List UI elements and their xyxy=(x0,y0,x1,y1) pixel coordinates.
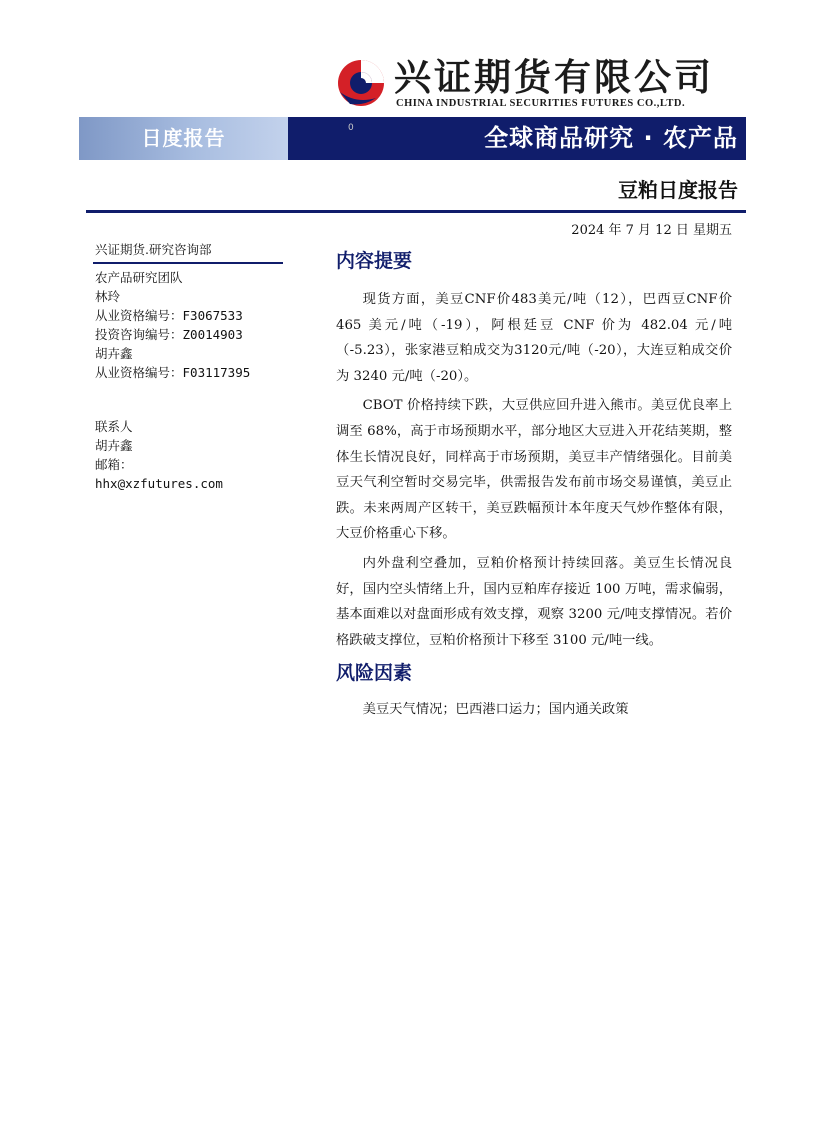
banner-research-area-label: 全球商品研究 · 农产品 xyxy=(484,124,738,152)
author-sidebar xyxy=(95,240,285,493)
company-name-cn: 兴证期货有限公司 xyxy=(394,56,714,99)
consulting-number: Z0014903 xyxy=(182,327,243,342)
sidebar-divider xyxy=(93,262,283,264)
analyst-qualification xyxy=(95,306,285,325)
analyst-name: 林玲 xyxy=(95,289,121,304)
qualification-label: 从业资格编号： xyxy=(95,365,183,380)
summary-paragraph: CBOT 价格持续下跌，大豆供应回升进入熊市。美豆优良率上调至 68%，高于市场预期水平，部分地区大豆进入开花结荚期，整体生长情况良好，同样高于市场预期，美豆丰产情绪强化。目前美豆天气利空暂时交易完毕，供需报告发布前市场交易谨慎，美豆止跌。未来两周产区转干，美豆跌幅预计本年度天气炒作整体有限，大豆价格重心下移。 xyxy=(336,398,732,542)
contact-label: 联系人 xyxy=(95,419,133,434)
sidebar-team: 农产品研究团队 xyxy=(95,270,183,285)
company-logo xyxy=(336,58,736,114)
analyst-qualification xyxy=(95,363,285,382)
company-name-en: CHINA INDUSTRIAL SECURITIES FUTURES CO.,LTD. xyxy=(396,98,686,109)
email-link[interactable]: hhx@xzfutures.com xyxy=(95,476,223,491)
banner-research-area xyxy=(288,117,746,160)
consulting-label: 投资咨询编号： xyxy=(95,327,183,342)
risk-factors: 美豆天气情况；巴西港口运力；国内通关政策 xyxy=(362,702,629,718)
analyst-name: 胡卉鑫 xyxy=(95,346,133,361)
analyst-consulting-number xyxy=(95,325,285,344)
report-date: 2024 年 7 月 12 日 星期五 xyxy=(571,223,732,238)
qualification-number: F03117395 xyxy=(182,365,251,380)
summary-paragraph: 现货方面，美豆CNF价483美元/吨（12），巴西豆CNF价 465 美元/吨（-19），阿根廷豆 CNF 价为 482.04 元/吨（-5.23），张家港豆粕成交为3120元/吨（-20），大连豆粕成交价为 3240 元/吨（-20）。 xyxy=(336,292,732,384)
report-body xyxy=(336,247,732,722)
qualification-label: 从业资格编号： xyxy=(95,308,183,323)
banner-report-type xyxy=(79,117,288,160)
contact-block xyxy=(95,417,285,493)
email-label: 邮箱： xyxy=(95,457,133,472)
banner-report-type-label: 日度报告 xyxy=(141,126,226,150)
summary-paragraph: 内外盘利空叠加，豆粕价格预计持续回落。美豆生长情况良好，国内空头情绪上升，国内豆粕库存接近 100 万吨，需求偏弱，基本面难以对盘面形成有效支撑，观察 3200 元/吨支撑情况。若价格跌破支撑位，豆粕价格预计下移至 3100 元/吨一线。 xyxy=(336,555,732,648)
title-divider xyxy=(86,210,746,213)
banner-marker: 0 xyxy=(348,123,354,133)
sidebar-department: 兴证期货.研究咨询部 xyxy=(95,242,212,257)
summary-heading: 内容提要 xyxy=(336,250,413,272)
qualification-number: F3067533 xyxy=(182,308,243,323)
contact-name: 胡卉鑫 xyxy=(95,438,133,453)
risk-heading: 风险因素 xyxy=(336,662,413,685)
xingzheng-logo-icon xyxy=(336,58,386,108)
report-title: 豆粕日度报告 xyxy=(618,178,738,202)
